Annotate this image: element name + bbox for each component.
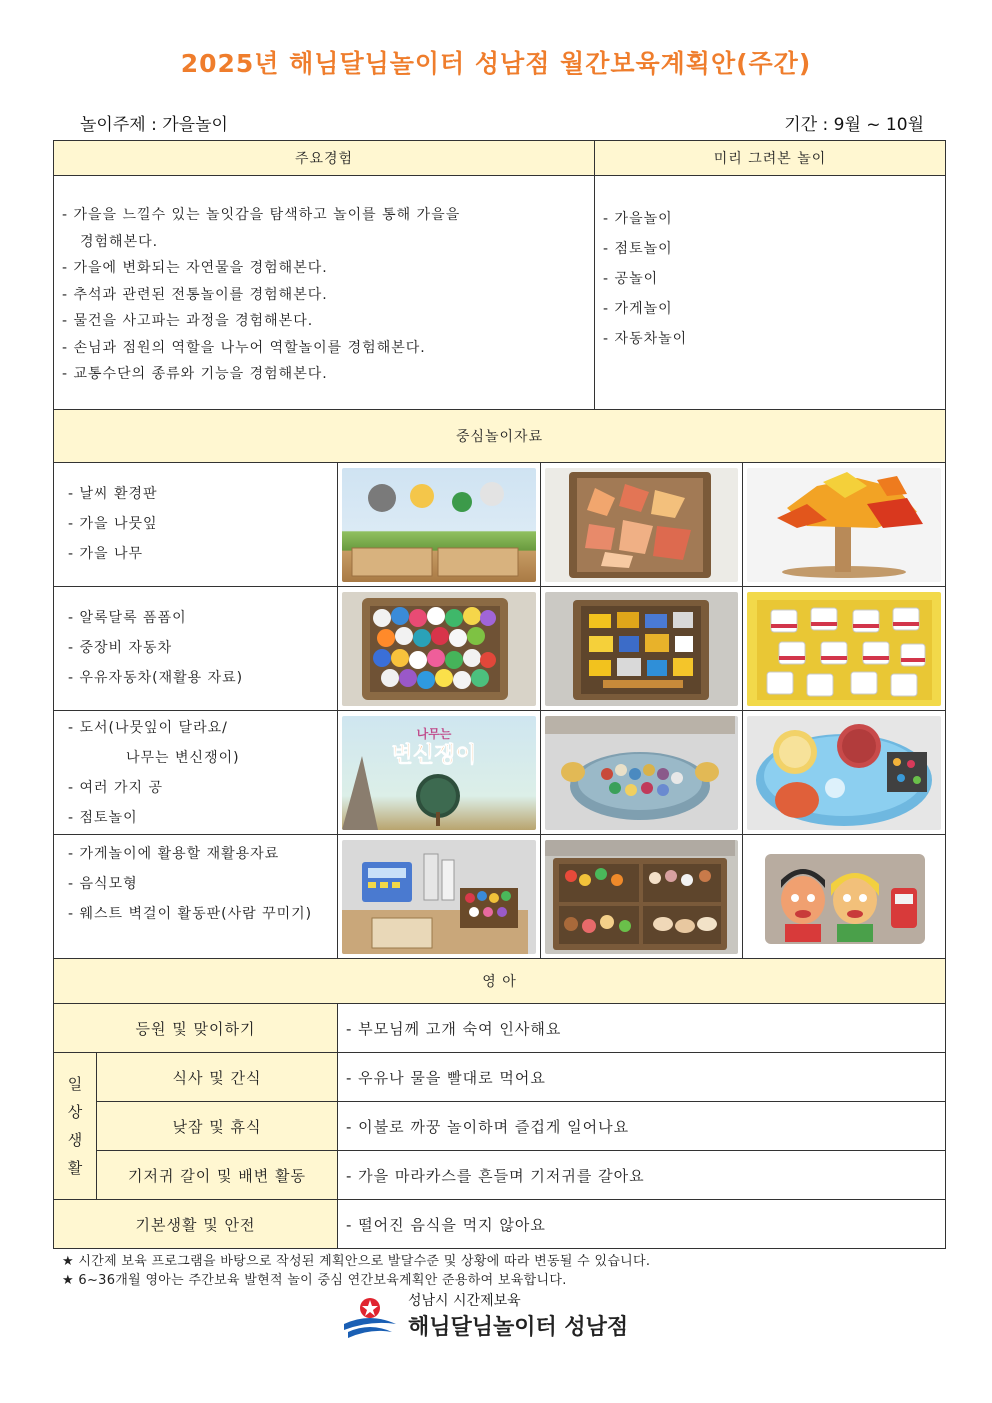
- book-title-main: 변신쟁이: [391, 742, 477, 768]
- experience-item: - 교통수단의 종류와 기능을 경험해본다.: [62, 366, 328, 382]
- material-item: - 가게놀이에 활용할 재활용자료: [68, 846, 280, 862]
- footnotes: [62, 1252, 650, 1290]
- experience-item: - 추석과 관련된 전통놀이를 경험해본다.: [62, 286, 328, 303]
- material-item: - 가을 나뭇잎: [68, 516, 158, 532]
- schedule-label: 기본생활 및 안전: [54, 1200, 338, 1249]
- planned-cell: [595, 176, 946, 410]
- schedule-text: - 우유나 물을 빨대로 먹어요: [338, 1053, 946, 1102]
- materials-text-3: [54, 711, 338, 835]
- photo-book-cover: [338, 711, 541, 835]
- schedule-label: 기저귀 갈이 및 배변 활동: [97, 1151, 338, 1200]
- schedule-label: 등원 및 맞이하기: [54, 1004, 338, 1053]
- book-title-top: 나무는: [416, 726, 452, 741]
- schedule-label: 식사 및 간식: [97, 1053, 338, 1102]
- material-item: 나무는 변신쟁이): [126, 750, 240, 766]
- photo-food-models: [541, 835, 743, 959]
- organization-logo: [340, 1290, 670, 1346]
- photo-weather-board: [338, 463, 541, 587]
- planned-item: - 자동차놀이: [603, 331, 688, 347]
- experience-cell: [54, 176, 595, 410]
- daily-life-label: 일 상 생 활: [54, 1053, 97, 1200]
- materials-text-2: [54, 587, 338, 711]
- experience-item: - 손님과 점원의 역할을 나누어 역할놀이를 경험해본다.: [62, 339, 426, 356]
- experience-header: 주요경험: [54, 141, 595, 176]
- photo-recycled-store: [338, 835, 541, 959]
- planned-item: - 가게놀이: [603, 301, 673, 317]
- materials-header: 중심놀이자료: [54, 410, 946, 463]
- page-title: 2025년 해님달님놀이터 성남점 월간보육계획안(주간): [180, 49, 812, 78]
- material-item: - 우유자동차(재활용 자료): [68, 670, 244, 686]
- schedule-label: 낮잠 및 휴식: [97, 1102, 338, 1151]
- schedule-text: - 부모님께 고개 숙여 인사해요: [338, 1004, 946, 1053]
- experience-item: - 물건을 사고파는 과정을 경험해본다.: [62, 313, 314, 329]
- material-item: - 도서(나뭇잎이 달라요/: [68, 720, 228, 736]
- infant-header: 영 아: [54, 959, 946, 1004]
- material-item: - 가을 나무: [68, 546, 144, 562]
- material-item: - 알록달록 폼폼이: [68, 610, 187, 626]
- material-item: - 점토놀이: [68, 810, 138, 826]
- experience-item: 경험해본다.: [80, 233, 159, 250]
- schedule-text: - 떨어진 음식을 먹지 않아요: [338, 1200, 946, 1249]
- photo-construction-cars: [541, 587, 743, 711]
- material-item: - 웨스트 벽걸이 활동판(사람 꾸미기): [68, 906, 313, 922]
- materials-text-4: [54, 835, 338, 959]
- planned-item: - 공놀이: [603, 271, 659, 287]
- footnote: ★ 6~36개월 영아는 주간보육 발현적 놀이 중심 연간보육계획안 준용하여 보육합니다.: [62, 1273, 567, 1288]
- planned-item: - 점토놀이: [603, 241, 673, 257]
- logo-title: 해님달님놀이터 성남점: [408, 1315, 629, 1340]
- material-item: - 날씨 환경판: [68, 486, 158, 502]
- experience-item: - 가을을 느낄수 있는 놀잇감을 탐색하고 놀이를 통해 가을을: [62, 207, 461, 223]
- photo-felt-board: [743, 835, 946, 959]
- logo-subtitle: 성남시 시간제보육: [408, 1293, 521, 1309]
- footnote: ★ 시간제 보육 프로그램을 바탕으로 작성된 계획안으로 발달수준 및 상황에 따라 변동될 수 있습니다.: [62, 1254, 651, 1269]
- material-item: - 중장비 자동차: [68, 640, 173, 656]
- seongnam-emblem-icon: [340, 1294, 400, 1342]
- schedule-text: - 가을 마라카스를 흔들며 기저귀를 갈아요: [338, 1151, 946, 1200]
- photo-balls-tub: [541, 711, 743, 835]
- material-item: - 음식모형: [68, 876, 138, 892]
- photo-autumn-tree: [743, 463, 946, 587]
- planned-item: - 가을놀이: [603, 211, 673, 227]
- photo-clay-play: [743, 711, 946, 835]
- schedule-text: - 이불로 까꿍 놀이하며 즐겁게 일어나요: [338, 1102, 946, 1151]
- photo-autumn-leaves: [541, 463, 743, 587]
- plan-table: [53, 140, 946, 1249]
- materials-text-1: [54, 463, 338, 587]
- experience-item: - 가을에 변화되는 자연물을 경험해본다.: [62, 260, 328, 276]
- photo-milk-cars: [743, 587, 946, 711]
- material-item: - 여러 가지 공: [68, 780, 164, 796]
- period: 기간 : 9월 ~ 10월: [784, 115, 924, 135]
- play-theme: 놀이주제 : 가을놀이: [80, 115, 228, 135]
- photo-pompoms: [338, 587, 541, 711]
- planned-header: 미리 그려본 놀이: [595, 141, 946, 176]
